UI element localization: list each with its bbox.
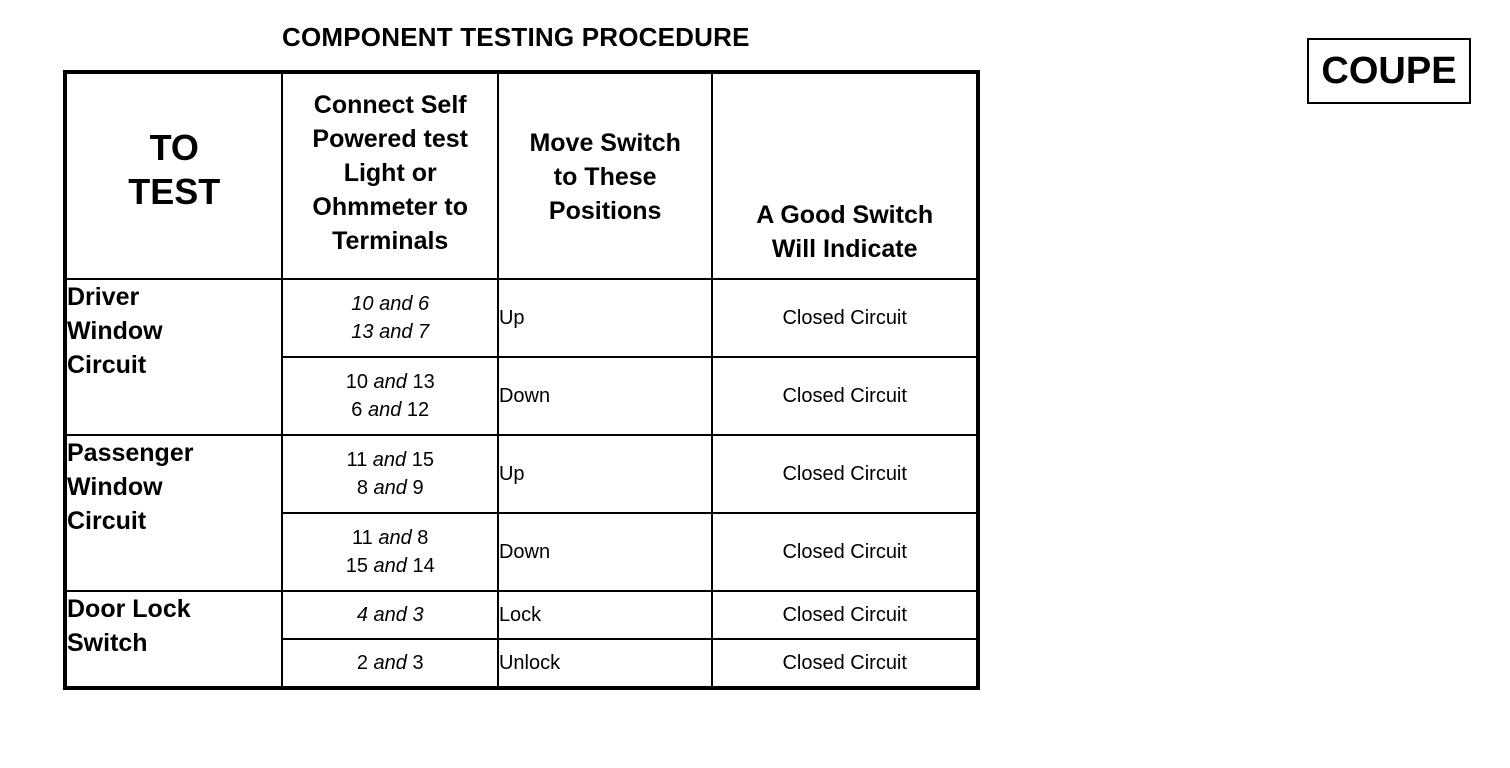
header-line: Connect Self <box>313 91 467 119</box>
header-connect-terminals <box>282 72 497 279</box>
terminal-pair: 11 and 15 <box>346 449 434 471</box>
group-label-line: Switch <box>67 629 148 657</box>
terminal-pair: 11 and 8 <box>352 527 429 549</box>
group-label-line: Window <box>67 317 163 345</box>
terminal-pair: 15 and 14 <box>345 555 435 577</box>
terminals-cell <box>282 591 497 639</box>
position-cell: Unlock <box>498 639 712 688</box>
terminal-pair: 6 and 12 <box>351 399 430 421</box>
header-line: Will Indicate <box>771 235 918 263</box>
group-label-line: Door Lock <box>67 595 191 623</box>
header-line: Light or <box>343 159 437 187</box>
header-line: Move Switch <box>529 129 681 157</box>
group-passenger-window-circuit <box>65 435 282 591</box>
group-label-line: Circuit <box>67 351 147 379</box>
header-line: TEST <box>128 171 221 212</box>
terminal-pair: 10 and 13 <box>345 371 435 393</box>
header-line: to These <box>553 163 657 191</box>
header-line: A Good Switch <box>756 201 934 229</box>
terminals-cell <box>282 639 497 688</box>
position-cell: Up <box>498 279 712 357</box>
position-cell: Up <box>498 435 712 513</box>
terminals-cell <box>282 435 497 513</box>
table-row <box>65 435 978 513</box>
indication-cell: Closed Circuit <box>712 639 978 688</box>
coupe-badge: COUPE <box>1307 38 1471 104</box>
header-line: Powered test <box>312 125 468 153</box>
table-row <box>65 279 978 357</box>
group-label-line: Driver <box>67 283 140 311</box>
terminal-pair: 4 and 3 <box>356 604 424 626</box>
group-label-line: Circuit <box>67 507 147 535</box>
table-row <box>65 591 978 639</box>
position-cell: Down <box>498 357 712 435</box>
indication-cell: Closed Circuit <box>712 513 978 591</box>
terminal-pair: 13 and 7 <box>351 321 430 343</box>
terminal-pair: 2 and 3 <box>356 652 424 674</box>
header-line: TO <box>149 127 199 168</box>
terminal-pair: 10 and 6 <box>351 293 430 315</box>
indication-cell: Closed Circuit <box>712 279 978 357</box>
page-title: COMPONENT TESTING PROCEDURE <box>282 22 750 52</box>
group-label-line: Window <box>67 473 163 501</box>
header-line: Terminals <box>332 227 449 255</box>
indication-cell: Closed Circuit <box>712 591 978 639</box>
header-row <box>65 72 978 279</box>
terminal-pair: 8 and 9 <box>356 477 424 499</box>
indication-cell: Closed Circuit <box>712 357 978 435</box>
header-line: Ohmmeter to <box>312 193 468 221</box>
position-cell: Lock <box>498 591 712 639</box>
terminals-cell <box>282 279 497 357</box>
indication-cell: Closed Circuit <box>712 435 978 513</box>
testing-procedure-table <box>63 70 980 690</box>
terminals-cell <box>282 513 497 591</box>
header-move-switch <box>498 72 712 279</box>
header-good-switch-indicates <box>712 72 978 279</box>
header-to-test <box>65 72 282 279</box>
position-cell: Down <box>498 513 712 591</box>
header-line: Positions <box>548 197 662 225</box>
group-door-lock-switch <box>65 591 282 688</box>
terminals-cell <box>282 357 497 435</box>
group-label-line: Passenger <box>67 439 194 467</box>
group-driver-window-circuit <box>65 279 282 435</box>
